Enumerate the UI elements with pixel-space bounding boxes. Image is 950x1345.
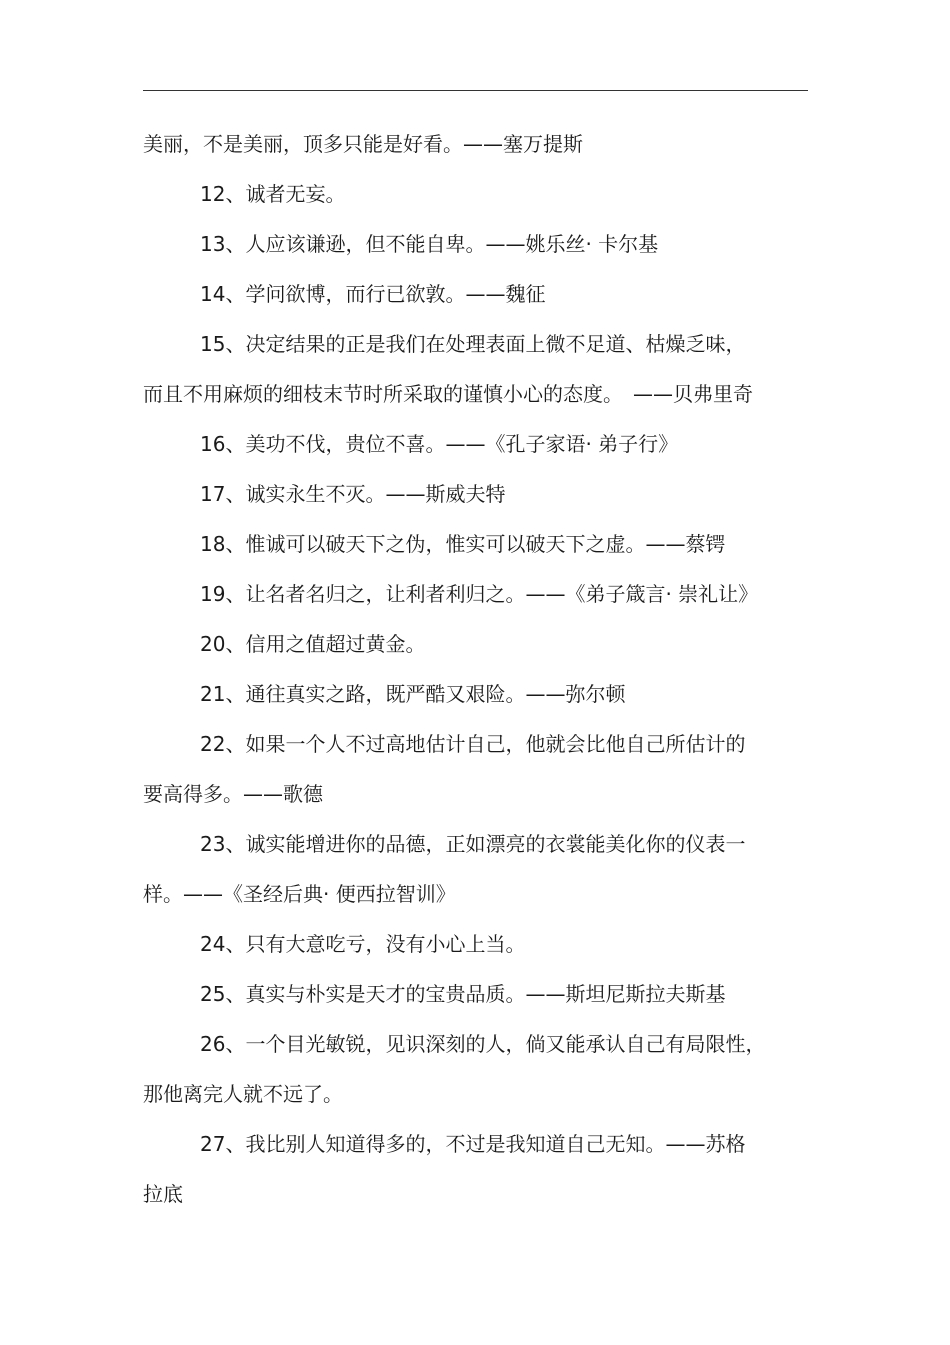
quote-27: 27、我比别人知道得多的，不过是我知道自己无知。——苏格 bbox=[200, 1132, 746, 1156]
quote-16: 16、美功不伐，贵位不喜。——《孔子家语· 弟子行》 bbox=[200, 432, 679, 456]
quote-21: 21、通往真实之路，既严酷又艰险。——弥尔顿 bbox=[200, 682, 626, 706]
quote-17: 17、诚实永生不灭。——斯威夫特 bbox=[200, 482, 506, 506]
quote-26-continuation: 那他离完人就不远了。 bbox=[143, 1082, 343, 1106]
text-line-continuation: 美丽，不是美丽，顶多只能是好看。——塞万提斯 bbox=[143, 132, 583, 156]
quote-13: 13、人应该谦逊，但不能自卑。——姚乐丝· 卡尔基 bbox=[200, 232, 659, 256]
quote-24: 24、只有大意吃亏，没有小心上当。 bbox=[200, 932, 526, 956]
quote-22-continuation: 要高得多。——歌德 bbox=[143, 782, 323, 806]
quote-12: 12、诚者无妄。 bbox=[200, 182, 346, 206]
quote-22: 22、如果一个人不过高地估计自己，他就会比他自己所估计的 bbox=[200, 732, 746, 756]
quote-20: 20、信用之值超过黄金。 bbox=[200, 632, 426, 656]
quote-23: 23、诚实能增进你的品德，正如漂亮的衣裳能美化你的仪表一 bbox=[200, 832, 746, 856]
quote-26: 26、一个目光敏锐，见识深刻的人，倘又能承认自己有局限性， bbox=[200, 1032, 766, 1056]
header-rule bbox=[143, 90, 808, 91]
quote-27-continuation: 拉底 bbox=[143, 1182, 183, 1206]
quote-14: 14、学问欲博，而行已欲敦。——魏征 bbox=[200, 282, 546, 306]
quote-25: 25、真实与朴实是天才的宝贵品质。——斯坦尼斯拉夫斯基 bbox=[200, 982, 726, 1006]
quote-18: 18、惟诚可以破天下之伪，惟实可以破天下之虚。——蔡锷 bbox=[200, 532, 726, 556]
quote-19: 19、让名者名归之，让利者利归之。——《弟子箴言· 崇礼让》 bbox=[200, 582, 759, 606]
quote-15: 15、决定结果的正是我们在处理表面上微不足道、枯燥乏味， bbox=[200, 332, 746, 356]
quote-23-continuation: 样。——《圣经后典· 便西拉智训》 bbox=[143, 882, 456, 906]
quote-15-continuation: 而且不用麻烦的细枝末节时所采取的谨慎小心的态度。 ——贝弗里奇 bbox=[143, 382, 753, 406]
